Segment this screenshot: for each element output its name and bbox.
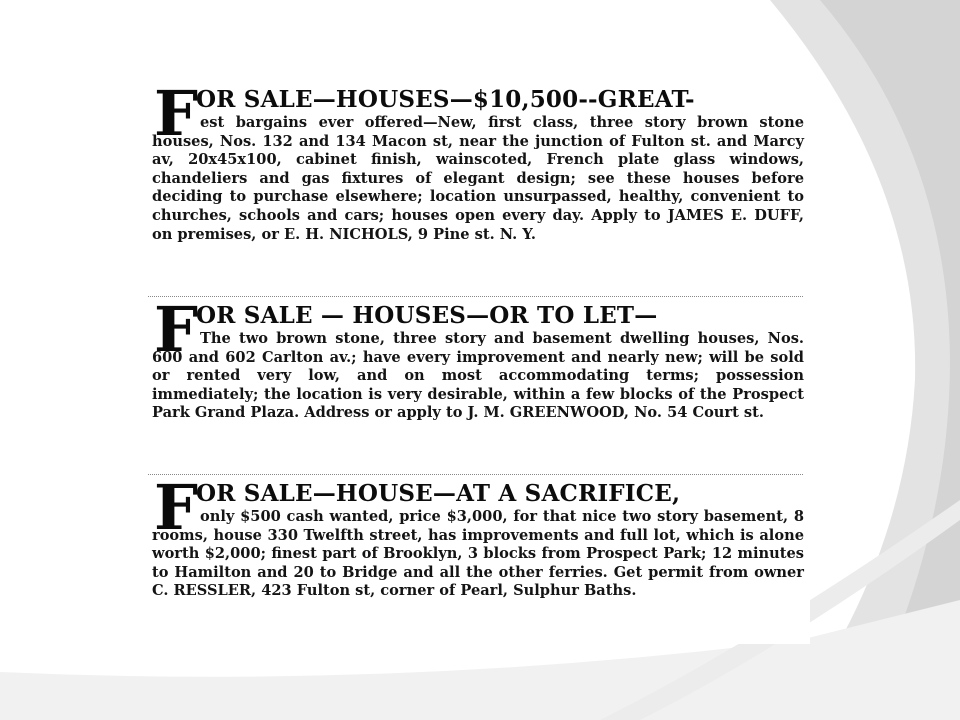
divider-rule: [148, 296, 803, 297]
classified-ad-2: [148, 293, 810, 472]
ad-dropcap: F: [154, 293, 199, 366]
ad-body: only $500 cash wanted, price $3,000, for that nice two story basement, 8 rooms, house 330 Twelfth street, has improvements and full lot, which is alone worth $2,000; finest part of Brooklyn, 3 blocks from Prospect Park; 12 minutes to Hamilton and 20 to Bridge and all the other ferries. Get permit from owner C. RESSLER, 423 Fulton st, corner of Pearl, Sulphur Baths.: [152, 508, 804, 600]
classified-ad-3: [148, 471, 810, 644]
ad-body: est bargains ever offered—New, first class, three story brown stone houses, Nos. 132 and 134 Macon st, near the junction of Fulton st. and Marcy av, 20x45x100, cabinet finish, wainscoted, French plate glass windows, chandeliers and gas fixtures of elegant design; see these houses before deciding to purchase elsewhere; location unsurpassed, healthy, convenient to churches, schools and cars; houses open every day. Apply to JAMES E. DUFF, on premises, or E. H. NICHOLS, 9 Pine st. N. Y.: [152, 114, 804, 243]
ad-headline: OR SALE—HOUSES—$10,500--GREAT-: [196, 86, 695, 113]
ad-dropcap: F: [154, 84, 199, 150]
ad-dropcap: F: [154, 471, 199, 544]
ad-headline: OR SALE—HOUSE—AT A SACRIFICE,: [196, 480, 681, 507]
divider-rule: [148, 474, 803, 475]
ad-body: The two brown stone, three story and basement dwelling houses, Nos. 600 and 602 Carlton av.; have every improvement and nearly new; will be sold or rented very low, and on most accommodating terms; possession immediately; the location is very desirable, within a few blocks of the Prospect Park Grand Plaza. Address or apply to J. M. GREENWOOD, No. 54 Court st.: [152, 330, 804, 422]
classified-ad-1: [148, 84, 810, 292]
newspaper-clipping: [148, 84, 810, 644]
ad-headline: OR SALE — HOUSES—OR TO LET—: [196, 302, 658, 329]
